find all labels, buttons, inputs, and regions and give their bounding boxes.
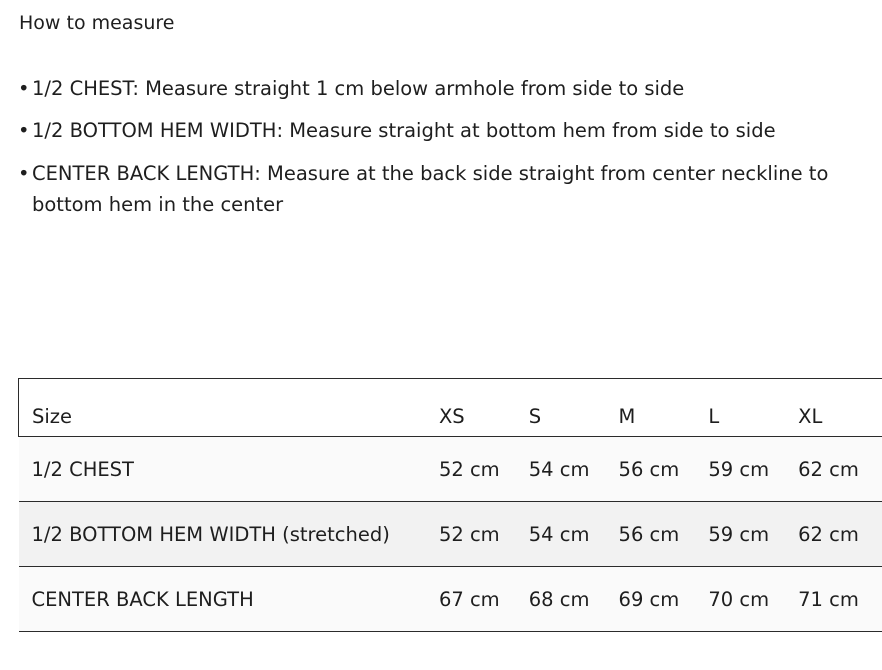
bullet-dot: • (18, 77, 30, 100)
table-cell: 59 cm (708, 437, 798, 502)
bullet-dot: • (18, 119, 30, 142)
table-cell: 67 cm (439, 567, 529, 632)
table-cell: 68 cm (529, 567, 619, 632)
header-size-label: Size (19, 379, 439, 437)
instruction-text: 1/2 CHEST: Measure straight 1 cm below armhole from side to side (32, 77, 685, 100)
table-cell: 54 cm (529, 502, 619, 567)
header-size-m: M (619, 379, 709, 437)
size-chart-table (18, 378, 882, 632)
page-title: How to measure (19, 12, 175, 34)
instruction-text: 1/2 BOTTOM HEM WIDTH: Measure straight at bottom hem from side to side (32, 119, 776, 142)
table-body (19, 437, 882, 632)
instruction-text: CENTER BACK LENGTH: Measure at the back side straight from center neckline to bottom hem in the center (32, 162, 829, 216)
table-header (19, 379, 882, 437)
table-cell: 70 cm (708, 567, 798, 632)
table-row (19, 502, 882, 567)
table-cell: 52 cm (439, 502, 529, 567)
bullet-dot: • (18, 162, 30, 185)
instruction-bottom-hem-width (17, 116, 882, 146)
instruction-center-back-length (17, 158, 882, 220)
instruction-chest (17, 74, 882, 104)
header-size-xl: XL (798, 379, 882, 437)
table-cell: 62 cm (798, 502, 882, 567)
table-cell: 52 cm (439, 437, 529, 502)
table-row (19, 437, 882, 502)
header-size-l: L (708, 379, 798, 437)
measurement-instructions (17, 74, 882, 232)
header-row (19, 379, 882, 437)
table-cell: 59 cm (708, 502, 798, 567)
row-label: CENTER BACK LENGTH (19, 567, 439, 632)
table-row (19, 567, 882, 632)
table-cell: 69 cm (619, 567, 709, 632)
row-label: 1/2 BOTTOM HEM WIDTH (stretched) (19, 502, 439, 567)
header-size-s: S (529, 379, 619, 437)
table-cell: 56 cm (619, 502, 709, 567)
table-cell: 54 cm (529, 437, 619, 502)
table-cell: 62 cm (798, 437, 882, 502)
table-cell: 56 cm (619, 437, 709, 502)
table-cell: 71 cm (798, 567, 882, 632)
header-size-xs: XS (439, 379, 529, 437)
row-label: 1/2 CHEST (19, 437, 439, 502)
